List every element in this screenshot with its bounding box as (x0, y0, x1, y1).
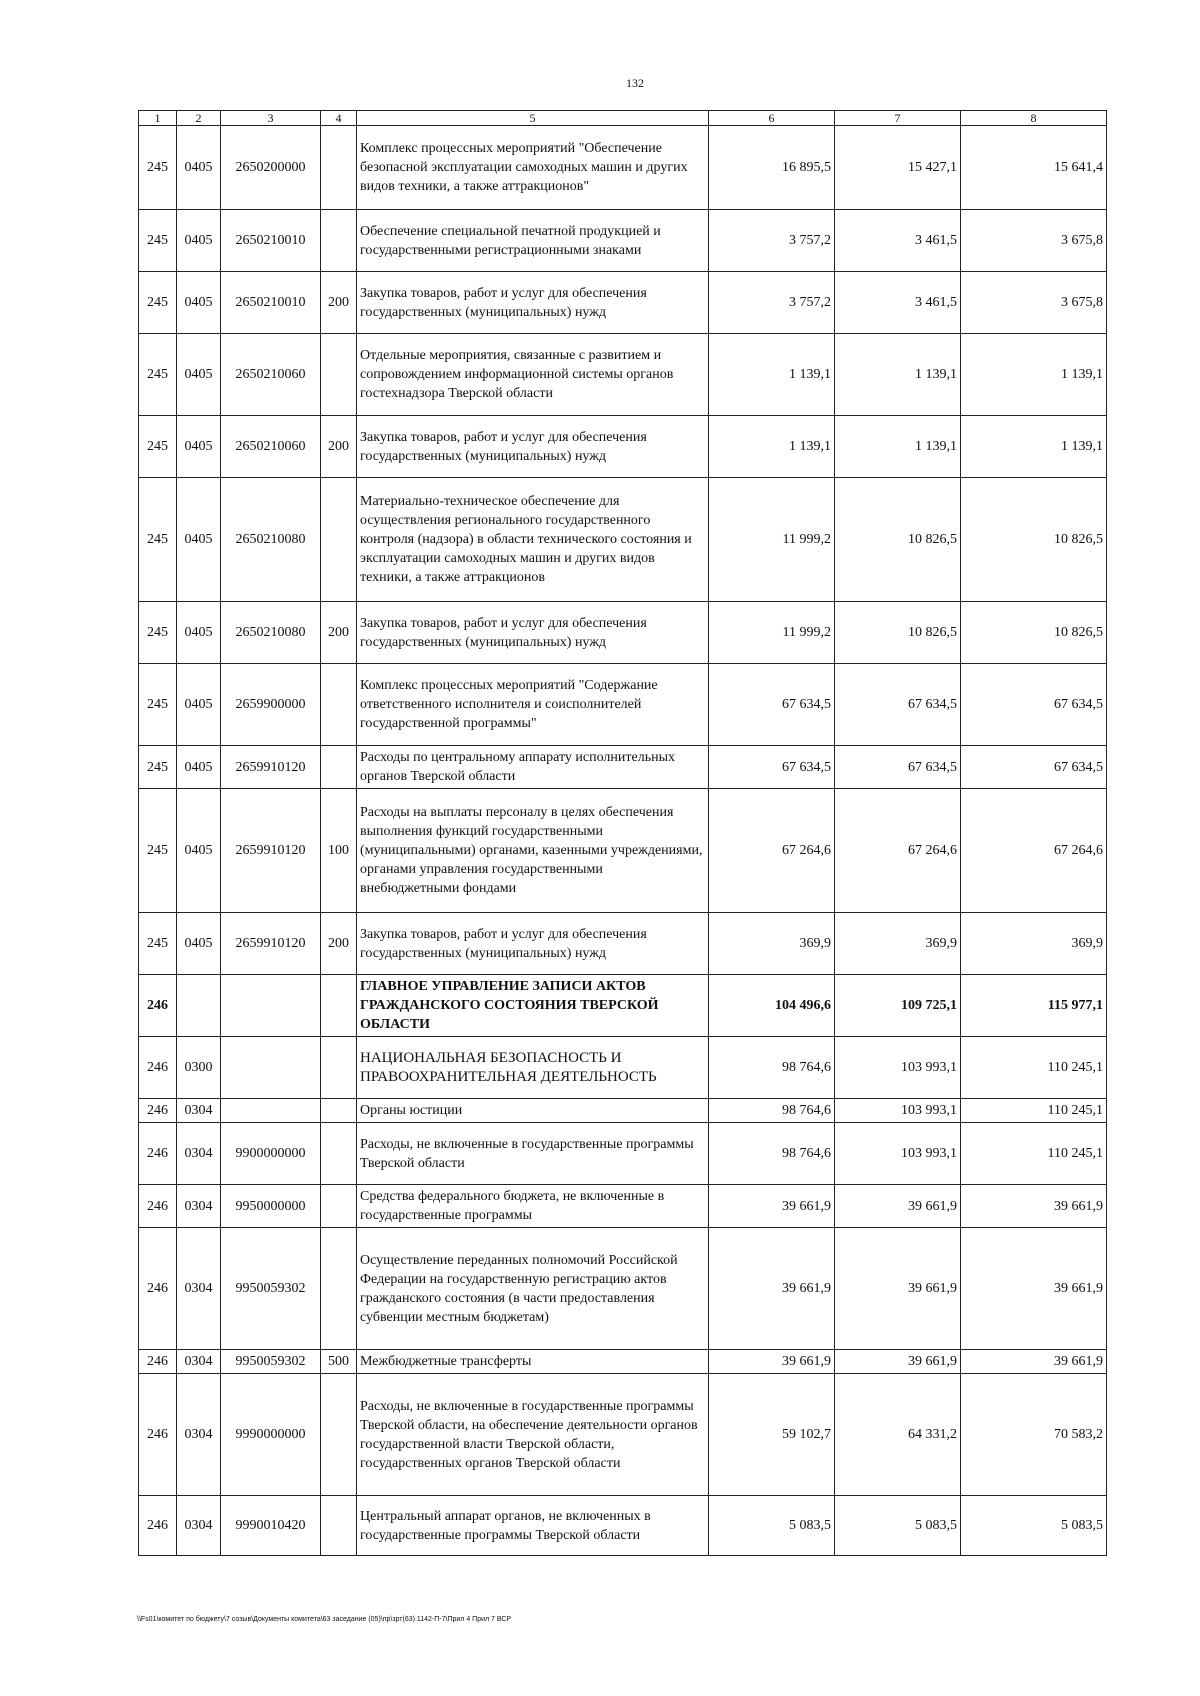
cell-amount-year3: 39 661,9 (961, 1350, 1107, 1374)
cell-description: Межбюджетные трансферты (357, 1350, 709, 1374)
cell-target-article: 2650210080 (221, 478, 321, 602)
cell-section: 0405 (177, 664, 221, 746)
cell-section: 0304 (177, 1185, 221, 1228)
cell-description: ГЛАВНОЕ УПРАВЛЕНИЕ ЗАПИСИ АКТОВ ГРАЖДАНСКОГО СОСТОЯНИЯ ТВЕРСКОЙ ОБЛАСТИ (357, 975, 709, 1037)
cell-chapter: 245 (139, 334, 177, 416)
column-header: 6 (709, 111, 835, 126)
cell-amount-year3: 67 634,5 (961, 664, 1107, 746)
cell-amount-year1: 39 661,9 (709, 1350, 835, 1374)
cell-description: Расходы по центральному аппарату исполнительных органов Тверской области (357, 746, 709, 789)
cell-section: 0304 (177, 1350, 221, 1374)
cell-amount-year1: 5 083,5 (709, 1496, 835, 1556)
cell-section: 0304 (177, 1496, 221, 1556)
cell-description: Обеспечение специальной печатной продукцией и государственными регистрационными знаками (357, 210, 709, 272)
cell-chapter: 245 (139, 478, 177, 602)
cell-amount-year1: 11 999,2 (709, 602, 835, 664)
cell-section: 0405 (177, 272, 221, 334)
budget-table-body (139, 126, 1107, 1556)
cell-amount-year1: 98 764,6 (709, 1123, 835, 1185)
cell-section: 0304 (177, 1123, 221, 1185)
cell-amount-year2: 39 661,9 (835, 1228, 961, 1350)
cell-expense-type (321, 664, 357, 746)
column-header: 1 (139, 111, 177, 126)
cell-expense-type: 200 (321, 913, 357, 975)
cell-amount-year1: 16 895,5 (709, 126, 835, 210)
cell-amount-year1: 1 139,1 (709, 334, 835, 416)
cell-amount-year1: 98 764,6 (709, 1037, 835, 1099)
cell-amount-year3: 15 641,4 (961, 126, 1107, 210)
cell-section (177, 975, 221, 1037)
cell-amount-year3: 110 245,1 (961, 1099, 1107, 1123)
cell-amount-year2: 67 634,5 (835, 664, 961, 746)
cell-description: Расходы, не включенные в государственные программы Тверской области, на обеспечение деятельности органов государственной власти Тверской области, государственных органов Тверской области (357, 1374, 709, 1496)
cell-amount-year2: 103 993,1 (835, 1037, 961, 1099)
cell-target-article: 2659910120 (221, 746, 321, 789)
cell-amount-year2: 67 634,5 (835, 746, 961, 789)
cell-chapter: 246 (139, 1037, 177, 1099)
cell-amount-year3: 369,9 (961, 913, 1107, 975)
table-row (139, 210, 1107, 272)
cell-amount-year3: 10 826,5 (961, 478, 1107, 602)
cell-amount-year3: 70 583,2 (961, 1374, 1107, 1496)
cell-section: 0405 (177, 913, 221, 975)
cell-amount-year1: 59 102,7 (709, 1374, 835, 1496)
table-row (139, 664, 1107, 746)
cell-expense-type (321, 746, 357, 789)
cell-expense-type (321, 210, 357, 272)
column-header: 2 (177, 111, 221, 126)
cell-amount-year3: 10 826,5 (961, 602, 1107, 664)
cell-chapter: 246 (139, 975, 177, 1037)
cell-amount-year1: 67 634,5 (709, 746, 835, 789)
budget-table (138, 110, 1107, 1556)
cell-amount-year1: 98 764,6 (709, 1099, 835, 1123)
cell-amount-year2: 369,9 (835, 913, 961, 975)
cell-amount-year2: 10 826,5 (835, 478, 961, 602)
cell-amount-year1: 11 999,2 (709, 478, 835, 602)
column-header: 8 (961, 111, 1107, 126)
cell-amount-year2: 10 826,5 (835, 602, 961, 664)
cell-target-article: 2659910120 (221, 789, 321, 913)
cell-amount-year1: 39 661,9 (709, 1185, 835, 1228)
table-row (139, 1099, 1107, 1123)
cell-amount-year2: 1 139,1 (835, 334, 961, 416)
cell-chapter: 245 (139, 746, 177, 789)
cell-amount-year1: 3 757,2 (709, 272, 835, 334)
cell-amount-year2: 39 661,9 (835, 1185, 961, 1228)
cell-chapter: 246 (139, 1350, 177, 1374)
table-row (139, 789, 1107, 913)
cell-chapter: 246 (139, 1099, 177, 1123)
table-row (139, 1123, 1107, 1185)
cell-amount-year2: 109 725,1 (835, 975, 961, 1037)
cell-amount-year3: 3 675,8 (961, 210, 1107, 272)
cell-chapter: 245 (139, 272, 177, 334)
table-row (139, 1374, 1107, 1496)
cell-section: 0405 (177, 210, 221, 272)
cell-amount-year3: 1 139,1 (961, 334, 1107, 416)
cell-expense-type: 500 (321, 1350, 357, 1374)
cell-chapter: 245 (139, 664, 177, 746)
cell-section: 0405 (177, 478, 221, 602)
cell-description: Закупка товаров, работ и услуг для обеспечения государственных (муниципальных) нужд (357, 416, 709, 478)
cell-section: 0304 (177, 1228, 221, 1350)
table-row (139, 602, 1107, 664)
cell-chapter: 245 (139, 602, 177, 664)
cell-target-article: 2659910120 (221, 913, 321, 975)
cell-amount-year2: 3 461,5 (835, 210, 961, 272)
cell-expense-type: 200 (321, 602, 357, 664)
cell-target-article: 2650210060 (221, 416, 321, 478)
cell-amount-year3: 39 661,9 (961, 1185, 1107, 1228)
cell-section: 0405 (177, 416, 221, 478)
cell-description: Комплекс процессных мероприятий "Обеспечение безопасной эксплуатации самоходных машин и других видов техники, а также аттракционов" (357, 126, 709, 210)
cell-description: Средства федерального бюджета, не включенные в государственные программы (357, 1185, 709, 1228)
cell-target-article: 9990000000 (221, 1374, 321, 1496)
cell-description: Закупка товаров, работ и услуг для обеспечения государственных (муниципальных) нужд (357, 913, 709, 975)
cell-amount-year3: 67 634,5 (961, 746, 1107, 789)
cell-section: 0304 (177, 1374, 221, 1496)
cell-description: Органы юстиции (357, 1099, 709, 1123)
cell-expense-type: 200 (321, 272, 357, 334)
cell-section: 0405 (177, 602, 221, 664)
cell-chapter: 245 (139, 789, 177, 913)
cell-amount-year2: 103 993,1 (835, 1123, 961, 1185)
table-row (139, 1350, 1107, 1374)
cell-target-article: 9950059302 (221, 1228, 321, 1350)
cell-target-article: 2650200000 (221, 126, 321, 210)
cell-amount-year3: 39 661,9 (961, 1228, 1107, 1350)
cell-amount-year1: 67 634,5 (709, 664, 835, 746)
cell-target-article: 9990010420 (221, 1496, 321, 1556)
table-row (139, 1228, 1107, 1350)
cell-chapter: 245 (139, 913, 177, 975)
table-row (139, 746, 1107, 789)
cell-section: 0405 (177, 789, 221, 913)
table-row (139, 478, 1107, 602)
cell-expense-type (321, 1123, 357, 1185)
cell-amount-year1: 104 496,6 (709, 975, 835, 1037)
footer-file-path: \\Fs01\комитет по бюджету\7 созыв\Документы комитета\63 заседание (05)\пр\зрт(63) 1142-П-7\Прил 4 Прил 7 ВСР (137, 1616, 512, 1623)
cell-description: Закупка товаров, работ и услуг для обеспечения государственных (муниципальных) нужд (357, 272, 709, 334)
cell-expense-type (321, 1099, 357, 1123)
cell-chapter: 246 (139, 1228, 177, 1350)
cell-expense-type (321, 1374, 357, 1496)
cell-description: Расходы, не включенные в государственные программы Тверской области (357, 1123, 709, 1185)
cell-description: НАЦИОНАЛЬНАЯ БЕЗОПАСНОСТЬ И ПРАВООХРАНИТЕЛЬНАЯ ДЕЯТЕЛЬНОСТЬ (357, 1037, 709, 1099)
cell-expense-type (321, 1185, 357, 1228)
cell-amount-year2: 39 661,9 (835, 1350, 961, 1374)
column-header: 5 (357, 111, 709, 126)
cell-description: Закупка товаров, работ и услуг для обеспечения государственных (муниципальных) нужд (357, 602, 709, 664)
cell-section: 0304 (177, 1099, 221, 1123)
cell-amount-year2: 103 993,1 (835, 1099, 961, 1123)
cell-description: Отдельные мероприятия, связанные с развитием и сопровождением информационной системы органов гостехнадзора Тверской области (357, 334, 709, 416)
cell-amount-year1: 39 661,9 (709, 1228, 835, 1350)
cell-amount-year3: 3 675,8 (961, 272, 1107, 334)
cell-chapter: 246 (139, 1123, 177, 1185)
column-header: 3 (221, 111, 321, 126)
cell-expense-type (321, 975, 357, 1037)
table-row (139, 913, 1107, 975)
cell-amount-year2: 1 139,1 (835, 416, 961, 478)
cell-amount-year3: 110 245,1 (961, 1123, 1107, 1185)
table-row (139, 334, 1107, 416)
cell-amount-year1: 3 757,2 (709, 210, 835, 272)
cell-amount-year2: 15 427,1 (835, 126, 961, 210)
cell-description: Осуществление переданных полномочий Российской Федерации на государственную регистрацию актов гражданского состояния (в части предоставления субвенции местным бюджетам) (357, 1228, 709, 1350)
cell-amount-year3: 110 245,1 (961, 1037, 1107, 1099)
cell-chapter: 245 (139, 126, 177, 210)
cell-target-article: 2650210010 (221, 210, 321, 272)
table-row (139, 272, 1107, 334)
cell-target-article (221, 1037, 321, 1099)
cell-target-article: 2650210010 (221, 272, 321, 334)
cell-section: 0405 (177, 126, 221, 210)
cell-amount-year2: 67 264,6 (835, 789, 961, 913)
table-row (139, 126, 1107, 210)
cell-chapter: 246 (139, 1496, 177, 1556)
cell-expense-type: 200 (321, 416, 357, 478)
cell-description: Комплекс процессных мероприятий "Содержание ответственного исполнителя и соисполнителей государственной программы" (357, 664, 709, 746)
column-number-header (139, 111, 1107, 126)
cell-chapter: 246 (139, 1185, 177, 1228)
cell-target-article: 2650210080 (221, 602, 321, 664)
cell-amount-year3: 115 977,1 (961, 975, 1107, 1037)
cell-amount-year1: 1 139,1 (709, 416, 835, 478)
cell-chapter: 246 (139, 1374, 177, 1496)
cell-expense-type (321, 1496, 357, 1556)
table-row (139, 1185, 1107, 1228)
cell-target-article: 2650210060 (221, 334, 321, 416)
cell-description: Расходы на выплаты персоналу в целях обеспечения выполнения функций государственными (муниципальными) органами, казенными учреждениями, органами управления государственными внебюджетными фондами (357, 789, 709, 913)
cell-section: 0405 (177, 334, 221, 416)
cell-amount-year2: 3 461,5 (835, 272, 961, 334)
table-row (139, 1037, 1107, 1099)
cell-target-article: 9950059302 (221, 1350, 321, 1374)
cell-target-article (221, 975, 321, 1037)
cell-section: 0405 (177, 746, 221, 789)
cell-expense-type (321, 1037, 357, 1099)
cell-chapter: 245 (139, 210, 177, 272)
cell-description: Материально-техническое обеспечение для осуществления регионального государственного контроля (надзора) в области технического состояния и эксплуатации самоходных машин и других видов техники, а также аттракционов (357, 478, 709, 602)
cell-amount-year3: 5 083,5 (961, 1496, 1107, 1556)
table-row (139, 416, 1107, 478)
cell-expense-type (321, 1228, 357, 1350)
table-row (139, 975, 1107, 1037)
page-number: 132 (626, 76, 644, 90)
cell-expense-type (321, 126, 357, 210)
cell-section: 0300 (177, 1037, 221, 1099)
cell-amount-year2: 5 083,5 (835, 1496, 961, 1556)
cell-expense-type (321, 478, 357, 602)
table-row (139, 1496, 1107, 1556)
column-header: 4 (321, 111, 357, 126)
cell-expense-type (321, 334, 357, 416)
cell-amount-year1: 67 264,6 (709, 789, 835, 913)
cell-chapter: 245 (139, 416, 177, 478)
cell-expense-type: 100 (321, 789, 357, 913)
cell-amount-year2: 64 331,2 (835, 1374, 961, 1496)
cell-target-article: 2659900000 (221, 664, 321, 746)
cell-target-article: 9900000000 (221, 1123, 321, 1185)
cell-amount-year3: 67 264,6 (961, 789, 1107, 913)
cell-target-article (221, 1099, 321, 1123)
column-header: 7 (835, 111, 961, 126)
cell-amount-year3: 1 139,1 (961, 416, 1107, 478)
cell-description: Центральный аппарат органов, не включенных в государственные программы Тверской области (357, 1496, 709, 1556)
cell-amount-year1: 369,9 (709, 913, 835, 975)
cell-target-article: 9950000000 (221, 1185, 321, 1228)
